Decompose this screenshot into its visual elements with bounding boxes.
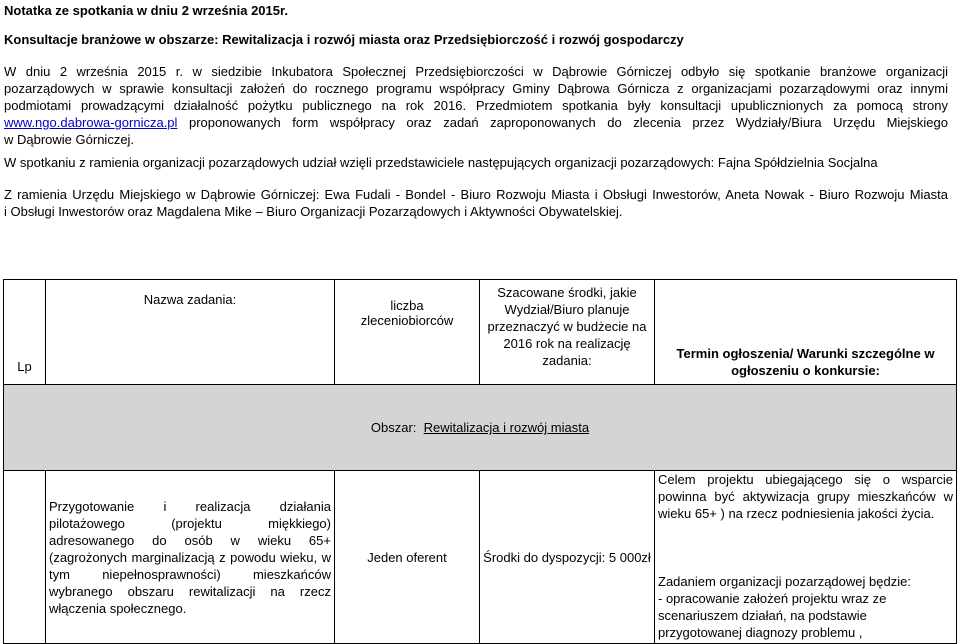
header-count-line: liczba: [390, 298, 424, 313]
conditions-goal: Celem projektu ubiegającego się o wsparcie powinna być aktywizacja grupy mieszkańców w wieku 65+ ) na rzecz podniesienia jakości życia.: [658, 472, 953, 521]
participants-ngo: W spotkaniu z ramienia organizacji pozarządowych udział wzięli przedstawiciele następujących organizacji pozarządowych: Fajna Spółdzielnia Socjalna: [4, 155, 878, 170]
intro-paragraph: [4, 63, 948, 148]
header-task-name: Nazwa zadania:: [46, 280, 335, 385]
conditions-task-line: przygotowanej diagnozy problemu ,: [658, 625, 863, 640]
participants-city-line: Z ramienia Urzędu Miejskiego w Dąbrowie Górniczej: Ewa Fudali - Bondel - Biuro Rozwoju Miasta i Obsługi Inwestorów, Aneta Nowak - Biuro Rozwoju Miasta: [4, 187, 948, 202]
area-label: Obszar:: [370, 420, 417, 435]
intro-link-tail: proponowanych form współpracy oraz zadań zaproponowanych do zlecenia przez Wydziały/Biura Urzędu Miejskiego: [177, 115, 948, 130]
conditions-task-line: - opracowanie założeń projektu wraz ze: [658, 591, 887, 606]
intro-line: W dniu 2 września 2015 r. w siedzibie Inkubatora Społecznej Przedsiębiorczości w Dąbrowie Górniczej odbyło się spotkanie branżowe organizacji: [4, 64, 948, 79]
area-name: Rewitalizacja i rozwój miasta: [423, 420, 590, 435]
intro-last-line: w Dąbrowie Górniczej.: [4, 132, 135, 147]
intro-line: pozarządowych w sprawie konsultacji założeń do rocznego programu współpracy Gminy Dąbrowa Górnicza z organizacjami pozarządowymi oraz innymi: [4, 81, 948, 96]
header-count-line: zleceniobiorców: [360, 313, 454, 328]
participants-city-line: i Obsługi Inwestorów oraz Magdalena Mike – Biuro Organizacji Pozarządowych i Aktywności Obywatelskiej.: [4, 204, 623, 219]
area-cell: [4, 385, 957, 471]
header-funds: Szacowane środki, jakie Wydział/Biuro planuje przeznaczyć w budżecie na 2016 rok na realizację zadania:: [480, 280, 655, 385]
row-funds: Środki do dyspozycji: 5 000zł: [480, 471, 655, 644]
participants-city: [4, 186, 948, 220]
conditions-task-line: Zadaniem organizacji pozarządowej będzie:: [658, 574, 911, 589]
intro-line: [4, 114, 948, 131]
tasks-table: [3, 279, 957, 644]
document-subtitle: Konsultacje branżowe w obszarze: Rewitalizacja i rozwój miasta oraz Przedsiębiorczość i rozwój gospodarczy: [4, 32, 684, 47]
row-count: Jeden oferent: [335, 471, 480, 644]
header-lp: Lp: [4, 280, 46, 385]
header-deadline: Termin ogłoszenia/ Warunki szczególne w ogłoszeniu o konkursie:: [655, 280, 957, 385]
table-header-row: [4, 280, 957, 385]
area-row: [4, 385, 957, 471]
table-row: [4, 471, 957, 644]
header-count: [335, 280, 480, 385]
document-title: Notatka ze spotkania w dniu 2 września 2015r.: [4, 3, 288, 18]
intro-line: podmiotami prowadzącymi działalność pożytku publicznego na rok 2016. Przedmiotem spotkania były konsultacji upublicznionych za pomocą strony: [4, 98, 948, 113]
ngo-website-link[interactable]: www.ngo.dabrowa-gornicza.pl: [4, 115, 178, 130]
row-lp: [4, 471, 46, 644]
row-conditions: [655, 471, 957, 644]
conditions-task-line: scenariuszem działań, na podstawie: [658, 608, 867, 623]
row-task: Przygotowanie i realizacja działania pilotażowego (projektu miękkiego) adresowanego do osób w wieku 65+ (zagrożonych marginalizacją z powodu wieku, w tym niepełnosprawności) mieszkańców wybranego obszaru rewitalizacji na rzecz włączenia społecznego.: [46, 471, 335, 644]
